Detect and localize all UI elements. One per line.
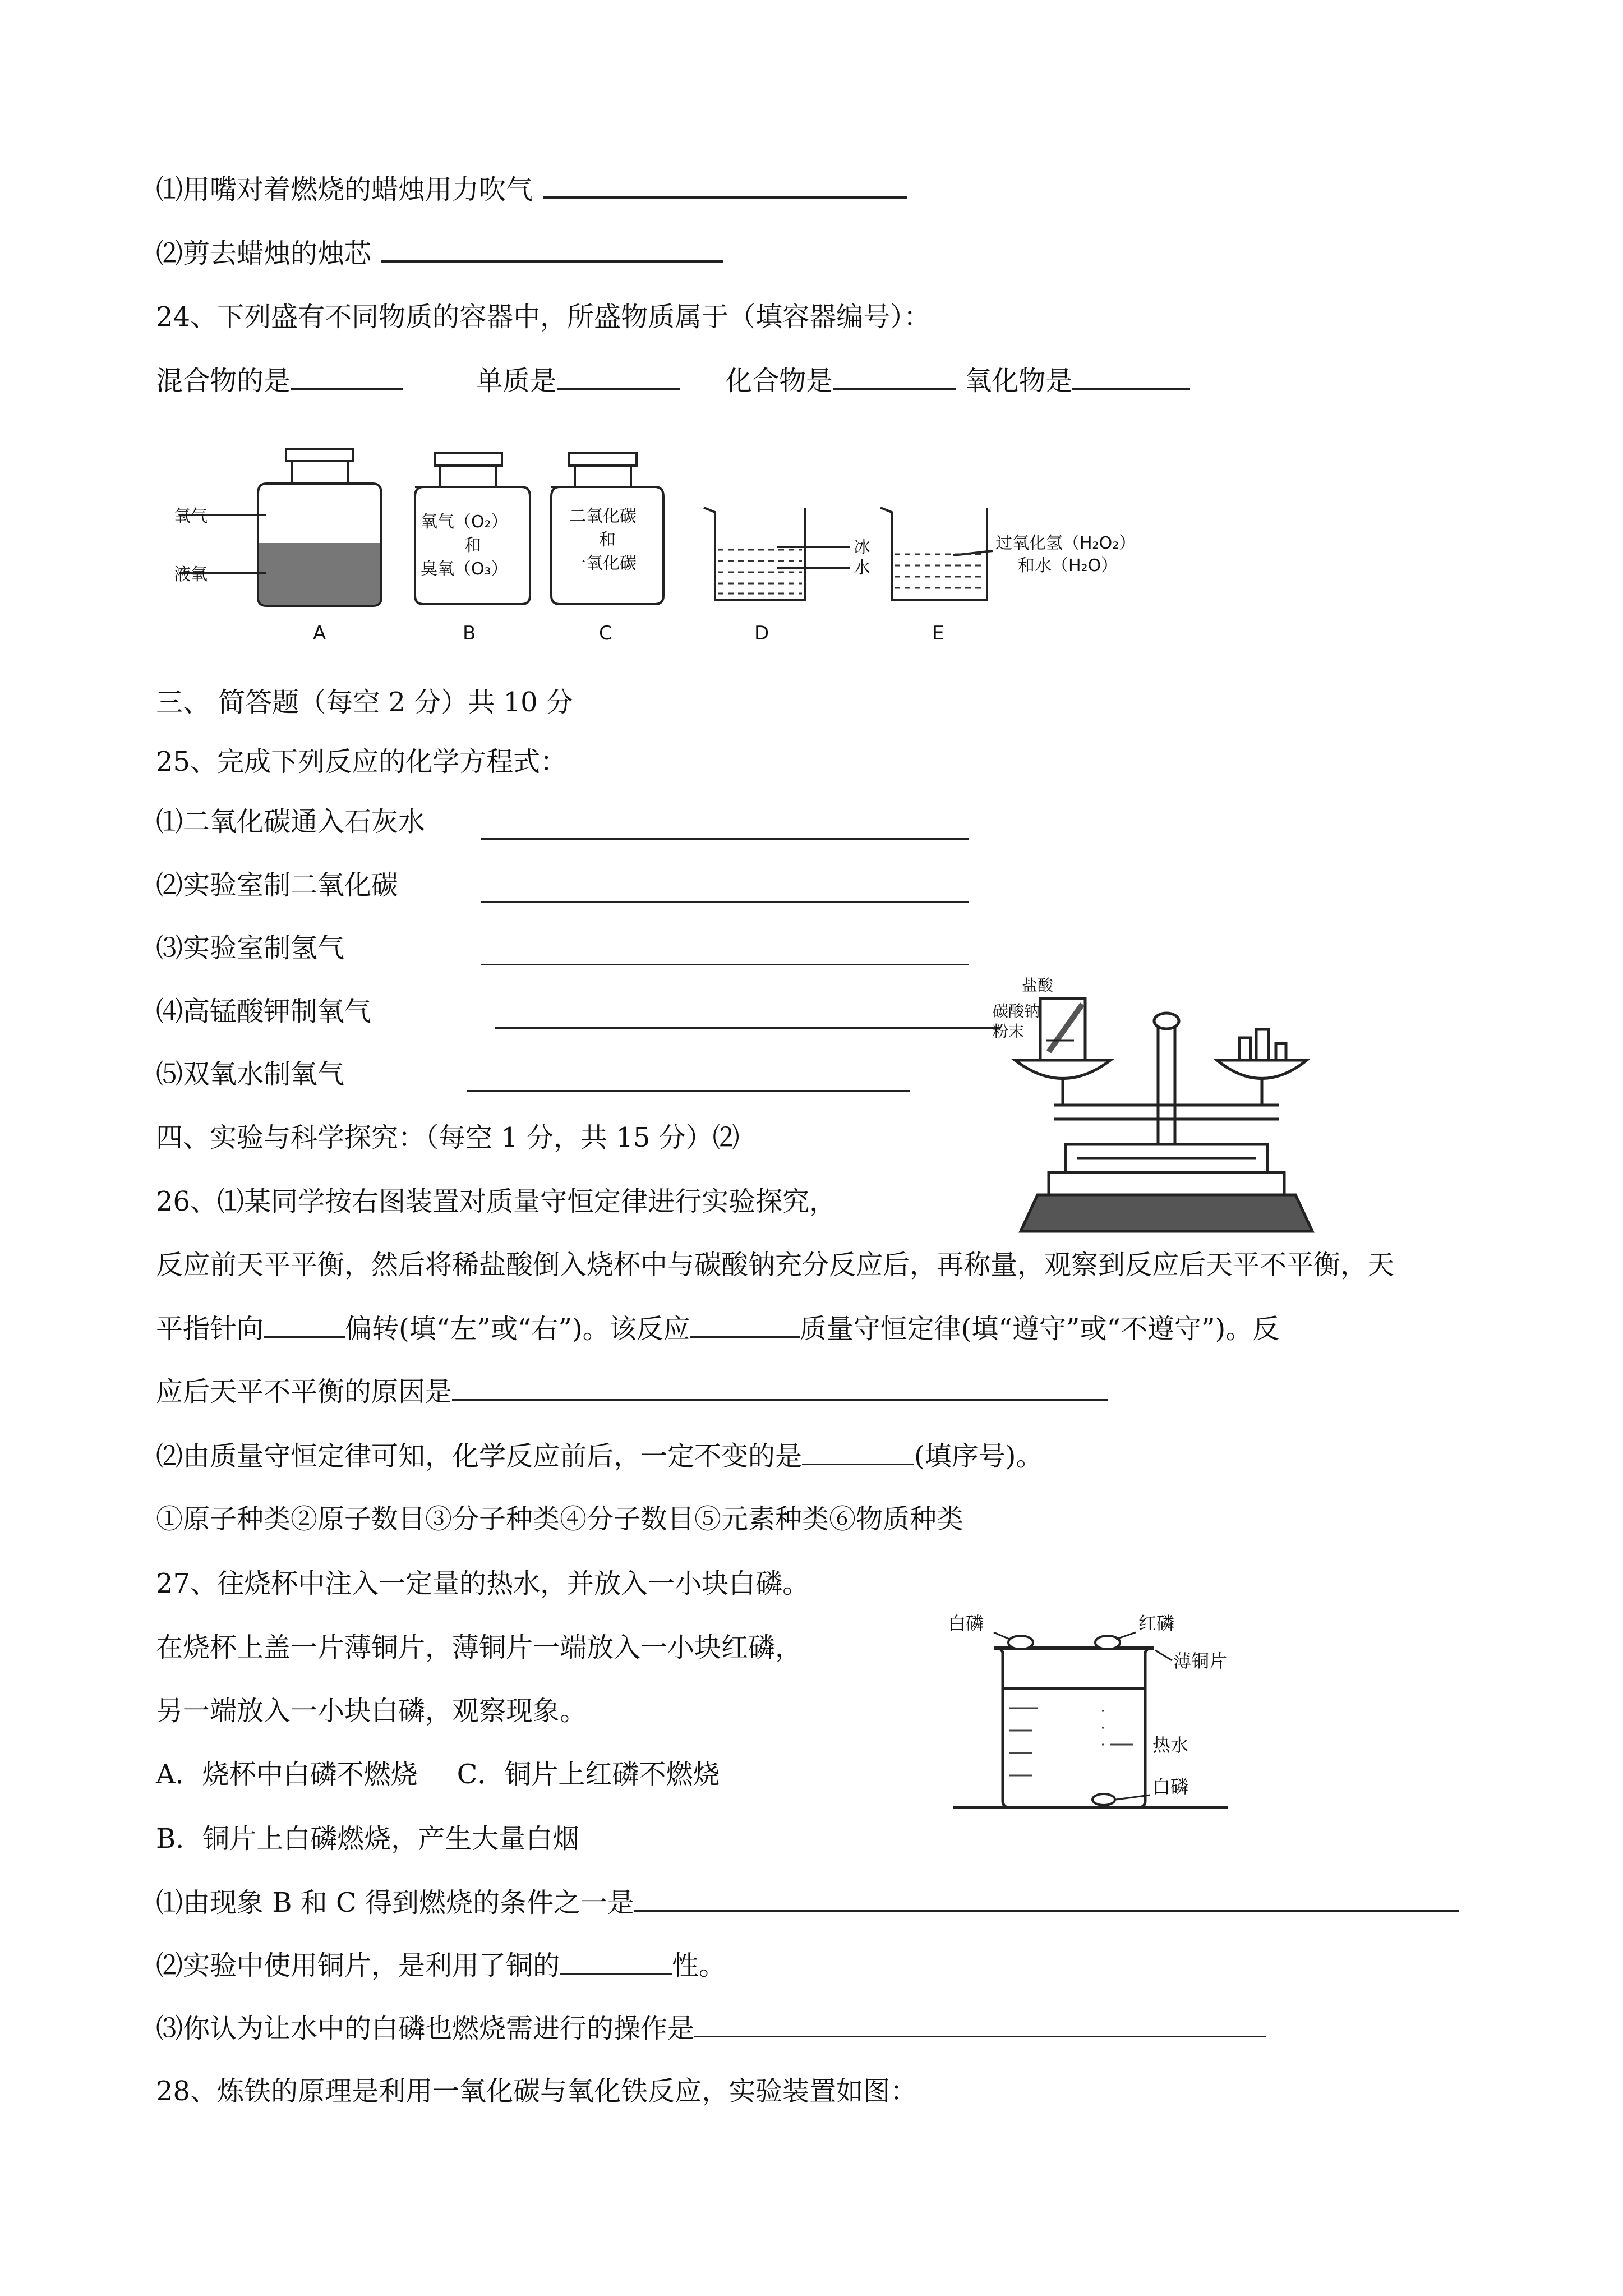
q27-sub2a: ⑵实验中使用铜片，是利用了铜的 (156, 1950, 560, 1981)
q23-item1 (156, 172, 907, 206)
q26-line3 (156, 1312, 1279, 1346)
q27-optB: B．铜片上白磷燃烧，产生大量白烟 (156, 1823, 580, 1855)
q26-part2b: (填序号)。 (914, 1441, 1043, 1472)
fig-E-line2: 和水（H₂O） (1018, 556, 1118, 576)
fig-label-C: C (599, 622, 612, 645)
fig-B-line2: 和 (464, 536, 481, 555)
q24-classification-row (156, 364, 1190, 398)
q27-optA: A．烧杯中白磷不燃烧 (156, 1759, 418, 1790)
invariants-blank[interactable] (802, 1439, 914, 1465)
q25-item4 (156, 995, 371, 1028)
q26-part2a: ⑵由质量守恒定律可知，化学反应前后，一定不变的是 (156, 1441, 803, 1472)
beaker-figure (948, 1599, 1284, 1823)
q26-line3a: 平指针向 (156, 1313, 264, 1345)
q25-item1-text: ⑴二氧化碳通入石灰水 (156, 806, 426, 838)
balance-figure (993, 976, 1340, 1240)
section4-heading: 四、实验与科学探究：（每空 1 分，共 15 分）⑵ (156, 1122, 740, 1153)
fig-B-line1: 氧气（O₂） (421, 512, 508, 532)
operation-blank[interactable] (694, 2011, 1266, 2037)
q27-stem: 27、往烧杯中注入一定量的热水，并放入一小块白磷。 (156, 1568, 810, 1599)
answer-blank[interactable] (543, 172, 907, 199)
q26-stem: 26、⑴某同学按右图装置对质量守恒定律进行实验探究， (156, 1186, 837, 1217)
q25-stem: 25、完成下列反应的化学方程式： (156, 746, 568, 777)
oxide-label: 氧化物是 (965, 365, 1073, 397)
containers-figure (168, 443, 1189, 651)
q23-item1-text: ⑴用嘴对着燃烧的蜡烛用力吹气 (156, 174, 533, 205)
q26-part2 (156, 1439, 1043, 1473)
q27-fig-hot-water: 热水 (1152, 1734, 1189, 1756)
q26-options: ①原子种类②原子数目③分子种类④分子数目⑤元素种类⑥物质种类 (156, 1503, 964, 1535)
compound-label: 化合物是 (725, 365, 833, 397)
q25-item5 (156, 1057, 344, 1091)
q27-fig-red-p: 红磷 (1138, 1613, 1175, 1634)
q25-item1 (156, 805, 425, 839)
combustion-condition-blank[interactable] (634, 1885, 1459, 1912)
q26-line3c: 质量守恒定律(填“遵守”或“不遵守”)。反 (799, 1313, 1280, 1345)
fig-A-upper: 氧气 (174, 507, 208, 526)
fig-label-B: B (463, 622, 476, 645)
element-label: 单质是 (476, 365, 557, 397)
q25-blank-5[interactable] (467, 1065, 910, 1092)
balance-label-na2co3: 碳酸钠 (993, 1002, 1040, 1020)
q27-optC: C．铜片上红磷不燃烧 (457, 1759, 720, 1790)
q27-sub2 (156, 1948, 726, 1982)
copper-property-blank[interactable] (560, 1948, 672, 1975)
fig-A-lower: 液氧 (174, 565, 208, 585)
q25-item2 (156, 868, 398, 902)
q27-sub3 (156, 2011, 1266, 2045)
q26-line4-text: 应后天平不平衡的原因是 (156, 1376, 453, 1407)
compound-blank[interactable] (833, 364, 956, 390)
fig-C-line2: 和 (599, 530, 616, 550)
q27-sub1-text: ⑴由现象 B 和 C 得到燃烧的条件之一是 (156, 1887, 635, 1918)
q25-item3 (156, 931, 344, 965)
q27-options-AC (156, 1757, 720, 1791)
oxide-blank[interactable] (1072, 364, 1190, 390)
q28-stem: 28、炼铁的原理是利用一氧化碳与氧化铁反应，实验装置如图： (156, 2076, 917, 2107)
reason-blank[interactable] (452, 1374, 1108, 1401)
q26-line2: 反应前天平平衡，然后将稀盐酸倒入烧杯中与碳酸钠充分反应后，再称量，观察到反应后天平不平衡，天 (156, 1249, 1395, 1281)
fig-C-line3: 一氧化碳 (569, 554, 637, 573)
q25-item5-text: ⑸双氧水制氧气 (156, 1059, 345, 1090)
q25-blank-1[interactable] (481, 813, 969, 840)
fig-E-line1: 过氧化氢（H₂O₂） (995, 533, 1136, 553)
q27-fig-copper: 薄铜片 (1173, 1650, 1228, 1672)
q27-sub2b: 性。 (672, 1950, 726, 1981)
q25-blank-2[interactable] (481, 876, 969, 903)
fig-label-E: E (932, 622, 944, 645)
element-blank[interactable] (557, 364, 680, 390)
fig-label-A: A (313, 622, 326, 645)
balance-label-acid: 盐酸 (1022, 976, 1054, 995)
obey-blank[interactable] (690, 1312, 800, 1338)
q26-line3b: 偏转(填“左”或“右”)。该反应 (345, 1313, 690, 1345)
q26-line4 (156, 1374, 1108, 1409)
fig-label-D: D (754, 622, 769, 645)
q27-sub3-text: ⑶你认为让水中的白磷也燃烧需进行的操作是 (156, 2013, 695, 2044)
answer-blank[interactable] (381, 236, 723, 263)
q27-fig-white-p-bottom: 白磷 (1152, 1776, 1189, 1797)
q25-item4-text: ⑷高锰酸钾制氧气 (156, 996, 372, 1027)
section3-heading: 三、 简答题（每空 2 分）共 10 分 (156, 687, 573, 718)
fig-D-lower: 水 (854, 558, 870, 578)
direction-blank[interactable] (264, 1312, 345, 1338)
q23-item2 (156, 236, 723, 270)
q24-stem: 24、下列盛有不同物质的容器中，所盛物质属于（填容器编号）： (156, 301, 931, 333)
mixture-blank[interactable] (291, 364, 403, 390)
q27-line2: 在烧杯上盖一片薄铜片，薄铜片一端放入一小块红磷， (156, 1632, 803, 1663)
balance-label-powder: 粉末 (993, 1022, 1025, 1041)
fig-C-line1: 二氧化碳 (569, 507, 637, 526)
q25-item2-text: ⑵实验室制二氧化碳 (156, 869, 399, 901)
mixture-label: 混合物的是 (156, 365, 291, 397)
q27-line3: 另一端放入一小块白磷，观察现象。 (156, 1695, 587, 1727)
q25-blank-4[interactable] (495, 1002, 1000, 1029)
q23-item2-text: ⑵剪去蜡烛的烛芯 (156, 238, 372, 269)
fig-D-upper: 冰 (854, 537, 870, 557)
fig-B-line3: 臭氧（O₃） (421, 559, 508, 579)
q25-blank-3[interactable] (481, 939, 969, 965)
q27-fig-white-p-top: 白磷 (948, 1613, 984, 1634)
q27-sub1 (156, 1885, 1459, 1920)
q25-item3-text: ⑶实验室制氢气 (156, 932, 345, 964)
